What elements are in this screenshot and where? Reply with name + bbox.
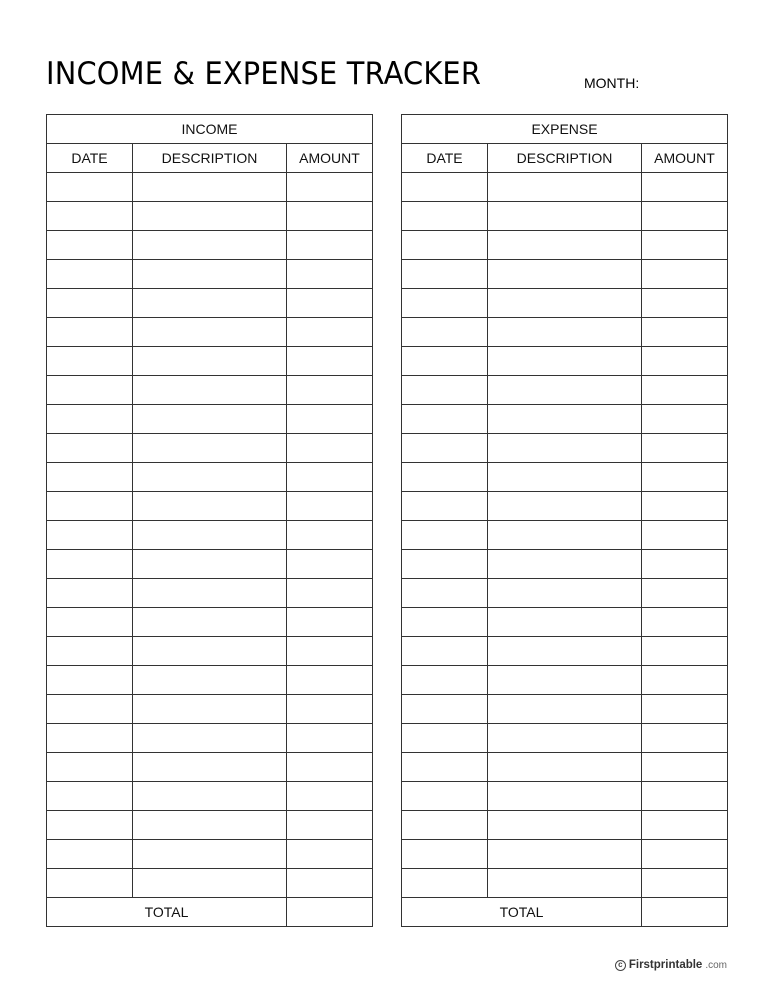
income-date-cell[interactable] — [47, 550, 133, 579]
income-amount-cell[interactable] — [287, 434, 373, 463]
income-amount-cell[interactable] — [287, 405, 373, 434]
income-date-cell[interactable] — [47, 492, 133, 521]
income-description-cell[interactable] — [133, 869, 287, 898]
income-amount-cell[interactable] — [287, 695, 373, 724]
income-description-cell[interactable] — [133, 173, 287, 202]
income-amount-cell[interactable] — [287, 231, 373, 260]
expense-amount-cell[interactable] — [642, 492, 728, 521]
income-heading: INCOME — [47, 115, 373, 144]
income-entry-row — [47, 492, 373, 521]
expense-description-cell[interactable] — [488, 318, 642, 347]
income-description-cell[interactable] — [133, 405, 287, 434]
income-entry-row — [47, 782, 373, 811]
income-entry-row — [47, 869, 373, 898]
income-date-cell[interactable] — [47, 724, 133, 753]
expense-entry-row — [402, 637, 728, 666]
income-entry-row — [47, 202, 373, 231]
expense-description-cell[interactable] — [488, 492, 642, 521]
expense-description-cell[interactable] — [488, 173, 642, 202]
income-amount-cell[interactable] — [287, 753, 373, 782]
expense-rows — [402, 173, 728, 898]
expense-entry-row — [402, 347, 728, 376]
expense-amount-header: AMOUNT — [642, 144, 728, 173]
expense-description-cell[interactable] — [488, 811, 642, 840]
income-date-cell[interactable] — [47, 202, 133, 231]
income-entry-row — [47, 405, 373, 434]
income-amount-cell[interactable] — [287, 840, 373, 869]
expense-amount-cell[interactable] — [642, 405, 728, 434]
expense-entry-row — [402, 724, 728, 753]
expense-entry-row — [402, 666, 728, 695]
expense-description-cell[interactable] — [488, 376, 642, 405]
expense-panel — [401, 114, 728, 927]
expense-description-cell[interactable] — [488, 550, 642, 579]
expense-amount-cell[interactable] — [642, 840, 728, 869]
expense-amount-cell[interactable] — [642, 260, 728, 289]
expense-amount-cell[interactable] — [642, 869, 728, 898]
income-description-cell[interactable] — [133, 608, 287, 637]
expense-description-cell[interactable] — [488, 289, 642, 318]
income-description-cell[interactable] — [133, 550, 287, 579]
income-entry-row — [47, 376, 373, 405]
expense-date-cell[interactable] — [402, 811, 488, 840]
income-amount-cell[interactable] — [287, 521, 373, 550]
expense-entry-row — [402, 202, 728, 231]
expense-entry-row — [402, 811, 728, 840]
income-entry-row — [47, 521, 373, 550]
income-description-cell[interactable] — [133, 521, 287, 550]
month-label: MONTH: — [584, 75, 640, 91]
income-entry-row — [47, 550, 373, 579]
income-date-cell[interactable] — [47, 869, 133, 898]
income-entry-row — [47, 434, 373, 463]
income-entry-row — [47, 811, 373, 840]
expense-amount-cell[interactable] — [642, 579, 728, 608]
expense-table — [401, 114, 728, 927]
expense-description-cell[interactable] — [488, 463, 642, 492]
expense-entry-row — [402, 405, 728, 434]
footer-brand-suffix: .com — [705, 959, 727, 971]
income-description-cell[interactable] — [133, 231, 287, 260]
income-amount-cell[interactable] — [287, 376, 373, 405]
income-entry-row — [47, 231, 373, 260]
expense-amount-cell[interactable] — [642, 811, 728, 840]
income-date-cell[interactable] — [47, 289, 133, 318]
income-amount-cell[interactable] — [287, 260, 373, 289]
expense-date-cell[interactable] — [402, 260, 488, 289]
expense-description-cell[interactable] — [488, 637, 642, 666]
income-amount-cell[interactable] — [287, 811, 373, 840]
footer-credit — [615, 959, 727, 971]
expense-amount-cell[interactable] — [642, 376, 728, 405]
income-date-cell[interactable] — [47, 260, 133, 289]
copyright-icon: c — [615, 960, 626, 971]
expense-description-cell[interactable] — [488, 666, 642, 695]
expense-date-cell[interactable] — [402, 724, 488, 753]
income-description-cell[interactable] — [133, 289, 287, 318]
expense-description-cell[interactable] — [488, 753, 642, 782]
expense-entry-row — [402, 753, 728, 782]
income-date-cell[interactable] — [47, 231, 133, 260]
income-date-cell[interactable] — [47, 782, 133, 811]
income-amount-cell[interactable] — [287, 202, 373, 231]
expense-amount-cell[interactable] — [642, 347, 728, 376]
income-entry-row — [47, 260, 373, 289]
expense-amount-cell[interactable] — [642, 231, 728, 260]
expense-date-cell[interactable] — [402, 173, 488, 202]
income-description-cell[interactable] — [133, 347, 287, 376]
income-date-cell[interactable] — [47, 695, 133, 724]
expense-date-cell[interactable] — [402, 521, 488, 550]
expense-description-cell[interactable] — [488, 869, 642, 898]
expense-description-cell[interactable] — [488, 202, 642, 231]
income-description-cell[interactable] — [133, 579, 287, 608]
expense-date-cell[interactable] — [402, 782, 488, 811]
income-amount-cell[interactable] — [287, 463, 373, 492]
income-description-cell[interactable] — [133, 666, 287, 695]
income-date-cell[interactable] — [47, 840, 133, 869]
expense-description-cell[interactable] — [488, 782, 642, 811]
expense-date-cell[interactable] — [402, 550, 488, 579]
expense-entry-row — [402, 840, 728, 869]
income-entry-row — [47, 463, 373, 492]
expense-date-header: DATE — [402, 144, 488, 173]
expense-entry-row — [402, 521, 728, 550]
income-description-cell[interactable] — [133, 782, 287, 811]
income-amount-cell[interactable] — [287, 492, 373, 521]
income-description-cell[interactable] — [133, 695, 287, 724]
income-description-cell[interactable] — [133, 840, 287, 869]
expense-description-cell[interactable] — [488, 695, 642, 724]
footer-brand: Firstprintable — [628, 959, 703, 971]
income-amount-cell[interactable] — [287, 869, 373, 898]
expense-date-cell[interactable] — [402, 318, 488, 347]
income-amount-cell[interactable] — [287, 289, 373, 318]
expense-date-cell[interactable] — [402, 695, 488, 724]
expense-entry-row — [402, 869, 728, 898]
expense-amount-cell[interactable] — [642, 695, 728, 724]
income-description-cell[interactable] — [133, 724, 287, 753]
expense-amount-cell[interactable] — [642, 724, 728, 753]
income-date-cell[interactable] — [47, 347, 133, 376]
expense-description-cell[interactable] — [488, 521, 642, 550]
expense-amount-cell[interactable] — [642, 318, 728, 347]
expense-entry-row — [402, 550, 728, 579]
expense-amount-cell[interactable] — [642, 289, 728, 318]
income-entry-row — [47, 347, 373, 376]
expense-entry-row — [402, 579, 728, 608]
expense-description-cell[interactable] — [488, 405, 642, 434]
expense-date-cell[interactable] — [402, 840, 488, 869]
expense-date-cell[interactable] — [402, 463, 488, 492]
expense-entry-row — [402, 318, 728, 347]
expense-date-cell[interactable] — [402, 492, 488, 521]
income-date-cell[interactable] — [47, 318, 133, 347]
income-description-cell[interactable] — [133, 492, 287, 521]
expense-date-cell[interactable] — [402, 608, 488, 637]
income-amount-cell[interactable] — [287, 579, 373, 608]
income-amount-cell[interactable] — [287, 608, 373, 637]
expense-entry-row — [402, 376, 728, 405]
income-description-cell[interactable] — [133, 260, 287, 289]
expense-date-cell[interactable] — [402, 434, 488, 463]
expense-description-cell[interactable] — [488, 347, 642, 376]
income-date-cell[interactable] — [47, 637, 133, 666]
income-description-cell[interactable] — [133, 434, 287, 463]
income-entry-row — [47, 666, 373, 695]
expense-entry-row — [402, 434, 728, 463]
income-entry-row — [47, 289, 373, 318]
income-amount-cell[interactable] — [287, 318, 373, 347]
expense-amount-cell[interactable] — [642, 782, 728, 811]
income-entry-row — [47, 173, 373, 202]
income-date-cell[interactable] — [47, 753, 133, 782]
income-amount-header: AMOUNT — [287, 144, 373, 173]
income-entry-row — [47, 753, 373, 782]
expense-description-cell[interactable] — [488, 579, 642, 608]
expense-amount-cell[interactable] — [642, 434, 728, 463]
income-entry-row — [47, 318, 373, 347]
expense-entry-row — [402, 492, 728, 521]
expense-amount-cell[interactable] — [642, 550, 728, 579]
page-title: INCOME & EXPENSE TRACKER — [46, 56, 482, 92]
expense-date-cell[interactable] — [402, 231, 488, 260]
expense-description-cell[interactable] — [488, 434, 642, 463]
expense-heading: EXPENSE — [402, 115, 728, 144]
income-description-cell[interactable] — [133, 811, 287, 840]
expense-date-cell[interactable] — [402, 202, 488, 231]
income-entry-row — [47, 840, 373, 869]
income-amount-cell[interactable] — [287, 173, 373, 202]
expense-date-cell[interactable] — [402, 753, 488, 782]
expense-date-cell[interactable] — [402, 869, 488, 898]
expense-date-cell[interactable] — [402, 376, 488, 405]
income-rows — [47, 173, 373, 898]
expense-amount-cell[interactable] — [642, 202, 728, 231]
income-amount-cell[interactable] — [287, 782, 373, 811]
expense-entry-row — [402, 463, 728, 492]
expense-entry-row — [402, 782, 728, 811]
income-date-cell[interactable] — [47, 811, 133, 840]
income-amount-cell[interactable] — [287, 724, 373, 753]
expense-description-cell[interactable] — [488, 260, 642, 289]
expense-description-cell[interactable] — [488, 724, 642, 753]
income-date-cell[interactable] — [47, 173, 133, 202]
expense-date-cell[interactable] — [402, 405, 488, 434]
expense-description-cell[interactable] — [488, 231, 642, 260]
income-amount-cell[interactable] — [287, 347, 373, 376]
income-total-label: TOTAL — [47, 898, 287, 927]
income-amount-cell[interactable] — [287, 550, 373, 579]
income-description-header: DESCRIPTION — [133, 144, 287, 173]
expense-amount-cell[interactable] — [642, 637, 728, 666]
expense-amount-cell[interactable] — [642, 666, 728, 695]
expense-total-cell[interactable] — [642, 898, 728, 927]
income-date-cell[interactable] — [47, 666, 133, 695]
income-description-cell[interactable] — [133, 637, 287, 666]
expense-entry-row — [402, 289, 728, 318]
income-description-cell[interactable] — [133, 753, 287, 782]
expense-total-label: TOTAL — [402, 898, 642, 927]
income-description-cell[interactable] — [133, 376, 287, 405]
expense-amount-cell[interactable] — [642, 463, 728, 492]
expense-entry-row — [402, 260, 728, 289]
expense-description-cell[interactable] — [488, 608, 642, 637]
income-date-cell[interactable] — [47, 463, 133, 492]
expense-entry-row — [402, 173, 728, 202]
expense-description-header: DESCRIPTION — [488, 144, 642, 173]
income-date-header: DATE — [47, 144, 133, 173]
expense-date-cell[interactable] — [402, 666, 488, 695]
income-date-cell[interactable] — [47, 405, 133, 434]
income-entry-row — [47, 724, 373, 753]
expense-amount-cell[interactable] — [642, 608, 728, 637]
income-description-cell[interactable] — [133, 463, 287, 492]
income-table — [46, 114, 373, 927]
income-entry-row — [47, 695, 373, 724]
income-entry-row — [47, 579, 373, 608]
income-description-cell[interactable] — [133, 202, 287, 231]
income-total-cell[interactable] — [287, 898, 373, 927]
income-date-cell[interactable] — [47, 521, 133, 550]
expense-amount-cell[interactable] — [642, 753, 728, 782]
income-panel — [46, 114, 373, 927]
income-entry-row — [47, 608, 373, 637]
income-amount-cell[interactable] — [287, 666, 373, 695]
expense-amount-cell[interactable] — [642, 521, 728, 550]
income-description-cell[interactable] — [133, 318, 287, 347]
expense-entry-row — [402, 608, 728, 637]
income-date-cell[interactable] — [47, 579, 133, 608]
expense-description-cell[interactable] — [488, 840, 642, 869]
income-entry-row — [47, 637, 373, 666]
income-date-cell[interactable] — [47, 376, 133, 405]
expense-date-cell[interactable] — [402, 289, 488, 318]
expense-entry-row — [402, 231, 728, 260]
income-date-cell[interactable] — [47, 608, 133, 637]
expense-entry-row — [402, 695, 728, 724]
expense-date-cell[interactable] — [402, 637, 488, 666]
income-amount-cell[interactable] — [287, 637, 373, 666]
expense-amount-cell[interactable] — [642, 173, 728, 202]
income-date-cell[interactable] — [47, 434, 133, 463]
expense-date-cell[interactable] — [402, 579, 488, 608]
expense-date-cell[interactable] — [402, 347, 488, 376]
